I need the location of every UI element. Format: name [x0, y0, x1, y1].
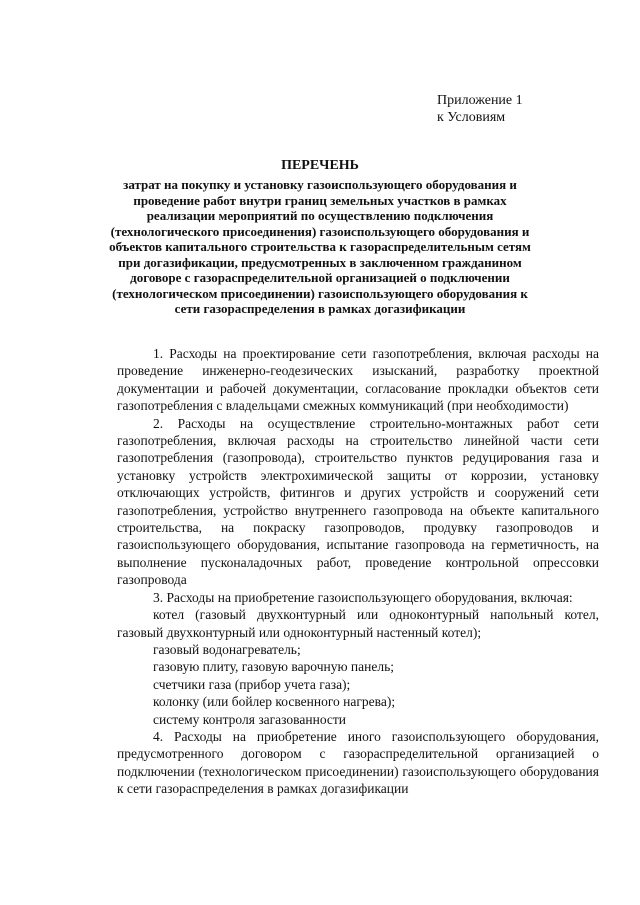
paragraph-1: 1. Расходы на проектирование сети газопотребления, включая расходы на проведение инженерно-геодезических изысканий, разработку проектной документации и рабочей документации, согласование прокладки объектов сети газопотребления с владельцами смежных коммуникаций (при необходимости)	[117, 346, 599, 414]
equipment-item-water-heater: газовый водонагреватель;	[153, 641, 301, 657]
document-subtitle: затрат на покупку и установку газоиспользующего оборудования и проведение работ внутри границ земельных участков в рамках реализации мероприятий по осуществлению подключения (технологического присоединения) газоиспользующего оборудования и объектов капитального строительства к газораспределительным сетям при догазификации, предусмотренных в заключенном гражданином договоре с газораспределительной организацией о подключении (технологическом присоединении) газоиспользующего оборудования к сети газораспределения в рамках догазификации	[109, 177, 531, 316]
document-body	[117, 345, 599, 798]
paragraph-3: 3. Расходы на приобретение газоиспользующего оборудования, включая:	[153, 589, 573, 605]
equipment-item-column: колонку (или бойлер косвенного нагрева);	[153, 694, 396, 710]
equipment-item-boiler: котел (газовый двухконтурный или одноконтурный напольный котел, газовый двухконтурный или одноконтурный настенный котел);	[117, 607, 599, 640]
appendix-number: Приложение 1	[437, 93, 523, 108]
appendix-reference: к Условиям	[437, 110, 506, 125]
appendix-note	[437, 92, 523, 126]
paragraph-2: 2. Расходы на осуществление строительно-монтажных работ сети газопотребления, включая расходы на строительство линейной части сети газопотребления (газопровода), строительство пунктов редуцирования газа и установку устройств электрохимической защиты от коррозии, установку отключающих устройств, фитингов и других устройств и сооружений сети газопотребления, устройство внутреннего газопровода на объекте капитального строительства, на покраску газопроводов, продувку газопроводов и газоиспользующего оборудования, испытание газопровода на герметичность, на выполнение пусконаладочных работ, проведение контрольной опрессовки газопровода	[117, 415, 599, 588]
equipment-item-stove: газовую плиту, газовую варочную панель;	[153, 659, 395, 675]
equipment-item-gas-control: систему контроля загазованности	[153, 711, 347, 727]
document-title: ПЕРЕЧЕНЬ	[281, 158, 359, 173]
paragraph-4: 4. Расходы на приобретение иного газоиспользующего оборудования, предусмотренного договором с газораспределительной организацией о подключении (технологическом присоединении) газоиспользующего оборудования к сети газораспределения в рамках догазификации	[117, 728, 599, 797]
equipment-item-gas-meter: счетчики газа (прибор учета газа);	[153, 676, 351, 692]
